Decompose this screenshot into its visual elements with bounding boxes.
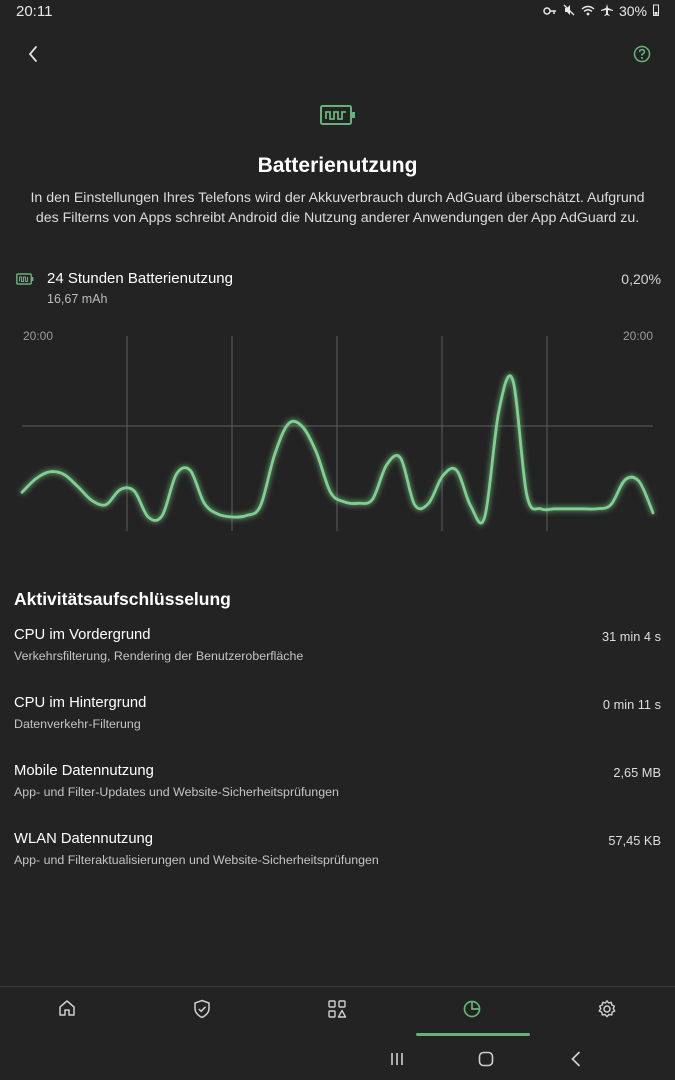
activity-title: WLAN Datennutzung [14,831,154,847]
battery-small-icon [16,272,34,284]
back-button[interactable] [19,40,47,68]
activity-title: CPU im Vordergrund [14,627,151,643]
recents-icon [389,1051,405,1067]
nav-protection[interactable] [182,999,222,1029]
bottom-navigation [0,986,675,1039]
activity-row-cpu-foreground [0,627,675,687]
activity-subtitle: Verkehrsfilterung, Rendering der Benutzeroberfläche [14,649,304,663]
activity-subtitle: Datenverkehr-Filterung [14,717,141,731]
x-tick-label: 20:00 [622,329,653,343]
usage-percent: 0,20% [621,271,661,287]
battery-icon [320,103,356,127]
recents-button[interactable] [382,1048,412,1070]
activity-title: CPU im Hintergrund [14,695,147,711]
battery-percent: 30% [618,3,647,19]
apps-grid-icon [327,999,347,1019]
page-title: Batterienutzung [257,154,418,177]
activity-title: Mobile Datennutzung [14,763,154,779]
airplane-icon [601,3,613,19]
help-circle-icon [633,45,651,63]
home-system-button[interactable] [471,1048,501,1070]
activity-row-mobile-data [0,763,675,823]
status-bar [0,0,675,24]
usage-amount: 16,67 mAh [47,292,108,306]
activity-value: 2,65 MB [613,765,661,780]
activity-value: 0 min 11 s [602,697,661,712]
activity-section-title: Aktivitätsaufschlüsselung [14,589,231,609]
vpn-key-icon [543,3,557,19]
battery-usage-chart [0,320,675,535]
help-button[interactable] [628,40,656,68]
activity-row-wlan-data [0,831,675,891]
status-time: 20:11 [16,3,53,20]
activity-row-cpu-background [0,695,675,755]
activity-value: 31 min 4 s [601,629,661,644]
chart-svg [0,320,675,535]
mute-icon [563,3,575,19]
nav-apps[interactable] [317,999,357,1029]
battery-status-icon [653,3,659,19]
home-button-icon [478,1051,494,1067]
battery-usage-summary [0,268,675,308]
nav-statistics[interactable] [452,999,492,1029]
nav-settings[interactable] [587,999,627,1029]
activity-value: 57,45 KB [608,833,661,848]
system-navigation-bar [0,1040,675,1080]
page-description: In den Einstellungen Ihres Telefons wird der Akkuverbrauch durch AdGuard überschätzt. Aufgrund des Filterns von Apps schreibt Android die Nutzung anderer Anwendungen der App AdGuard zu. [30,190,645,226]
chart-grid [22,336,653,531]
statistics-icon [462,999,482,1019]
activity-subtitle: App- und Filter-Updates und Website-Sicherheitsprüfungen [14,785,339,799]
usage-label: 24 Stunden Batterienutzung [47,270,233,287]
wifi-icon [581,3,595,19]
back-system-button[interactable] [561,1048,591,1070]
status-icons [543,3,659,19]
shield-check-icon [193,999,211,1019]
activity-subtitle: App- und Filteraktualisierungen und Website-Sicherheitsprüfungen [14,853,379,867]
settings-gear-icon [597,999,617,1019]
active-tab-indicator [416,1033,530,1036]
nav-home[interactable] [47,999,87,1029]
chevron-left-icon [26,45,40,63]
home-icon [58,999,76,1017]
x-tick-label: 20:00 [23,329,54,343]
back-icon [569,1051,583,1067]
